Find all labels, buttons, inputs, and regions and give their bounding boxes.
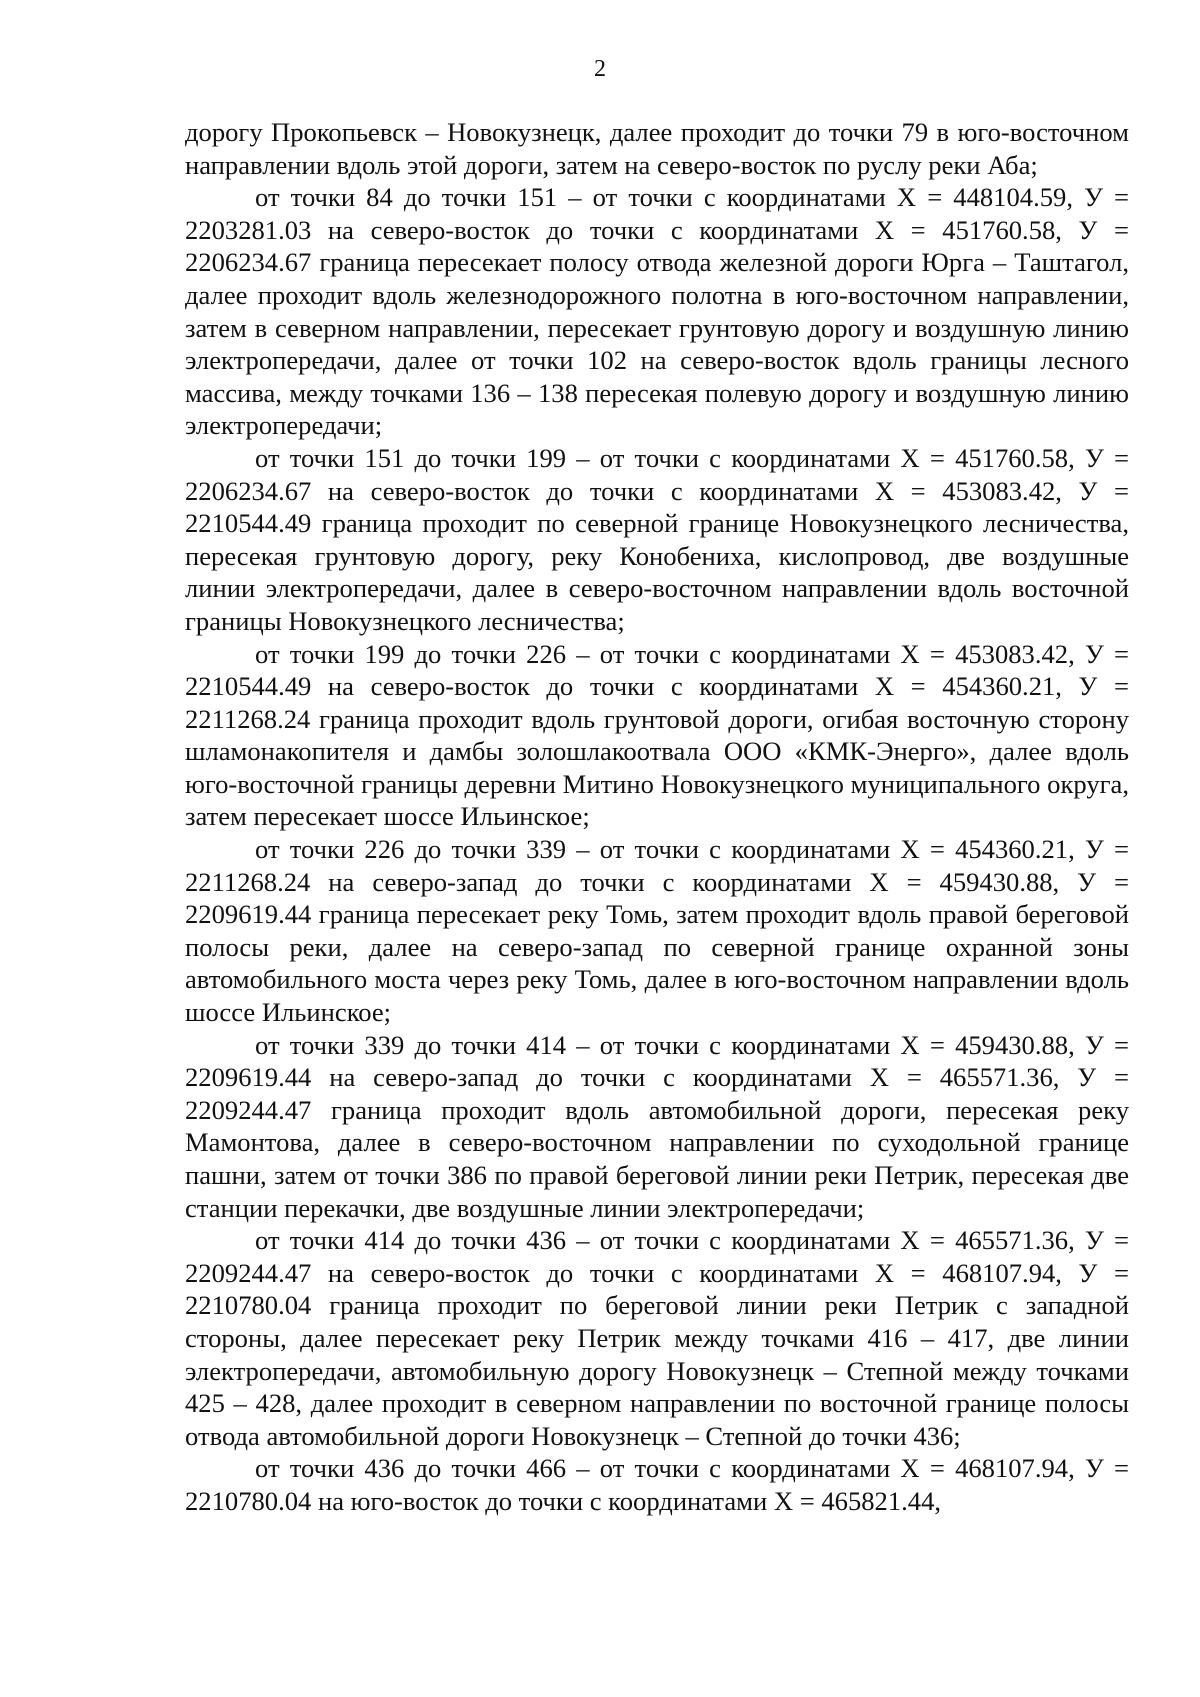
paragraph: от точки 226 до точки 339 – от точки с координатами Х = 454360.21, У = 2211268.24 на северо-запад до точки с координатами Х = 459430.88, У = 2209619.44 граница пересекает реку Томь, затем проходит вдоль правой береговой полосы реки, далее на северо-запад по северной границе охранной зоны автомобильного моста через реку Томь, далее в юго-восточном направлении вдоль шоссе Ильинское;: [185, 834, 1129, 1028]
paragraph: от точки 436 до точки 466 – от точки с координатами Х = 468107.94, У = 2210780.04 на юго-восток до точки с координатами Х = 465821.44,: [185, 1453, 1129, 1516]
document-body: [185, 116, 1129, 1518]
paragraph: от точки 151 до точки 199 – от точки с координатами Х = 451760.58, У = 2206234.67 на северо-восток до точки с координатами Х = 453083.42, У = 2210544.49 граница проходит по северной границе Новокузнецкого лесничества, пересекая грунтовую дорогу, реку Конобениха, кислопровод, две воздушные линии электропередачи, далее в северо-восточном направлении вдоль восточной границы Новокузнецкого лесничества;: [185, 442, 1129, 636]
paragraph: от точки 414 до точки 436 – от точки с координатами Х = 465571.36, У = 2209244.47 на северо-восток до точки с координатами Х = 468107.94, У = 2210780.04 граница проходит по береговой линии реки Петрик с западной стороны, далее пересекает реку Петрик между точками 416 – 417, две линии электропередачи, автомобильную дорогу Новокузнецк – Степной между точками 425 – 428, далее проходит в северном направлении по восточной границе полосы отвода автомобильной дороги Новокузнецк – Степной до точки 436;: [185, 1225, 1129, 1451]
paragraph: дорогу Прокопьевск – Новокузнецк, далее проходит до точки 79 в юго-восточном направлении вдоль этой дороги, затем на северо-восток по руслу реки Аба;: [185, 117, 1129, 180]
paragraph: от точки 339 до точки 414 – от точки с координатами Х = 459430.88, У = 2209619.44 на северо-запад до точки с координатами Х = 465571.36, У = 2209244.47 граница проходит вдоль автомобильной дороги, пересекая реку Мамонтова, далее в северо-восточном направлении по суходольной границе пашни, затем от точки 386 по правой береговой линии реки Петрик, пересекая две станции перекачки, две воздушные линии электропередачи;: [185, 1029, 1129, 1223]
paragraph: от точки 199 до точки 226 – от точки с координатами Х = 453083.42, У = 2210544.49 на северо-восток до точки с координатами Х = 454360.21, У = 2211268.24 граница проходит вдоль грунтовой дороги, огибая восточную сторону шламонакопителя и дамбы золошлакоотвала ООО «КМК-Энерго», далее вдоль юго-восточной границы деревни Митино Новокузнецкого муниципального округа, затем пересекает шоссе Ильинское;: [185, 638, 1129, 832]
paragraph: от точки 84 до точки 151 – от точки с координатами Х = 448104.59, У = 2203281.03 на северо-восток до точки с координатами Х = 451760.58, У = 2206234.67 граница пересекает полосу отвода железной дороги Юрга – Таштагол, далее проходит вдоль железнодорожного полотна в юго-восточном направлении, затем в северном направлении, пересекает грунтовую дорогу и воздушную линию электропередачи, далее от точки 102 на северо-восток вдоль границы лесного массива, между точками 136 – 138 пересекая полевую дорогу и воздушную линию электропередачи;: [185, 182, 1129, 441]
page-number: 2: [594, 56, 606, 82]
